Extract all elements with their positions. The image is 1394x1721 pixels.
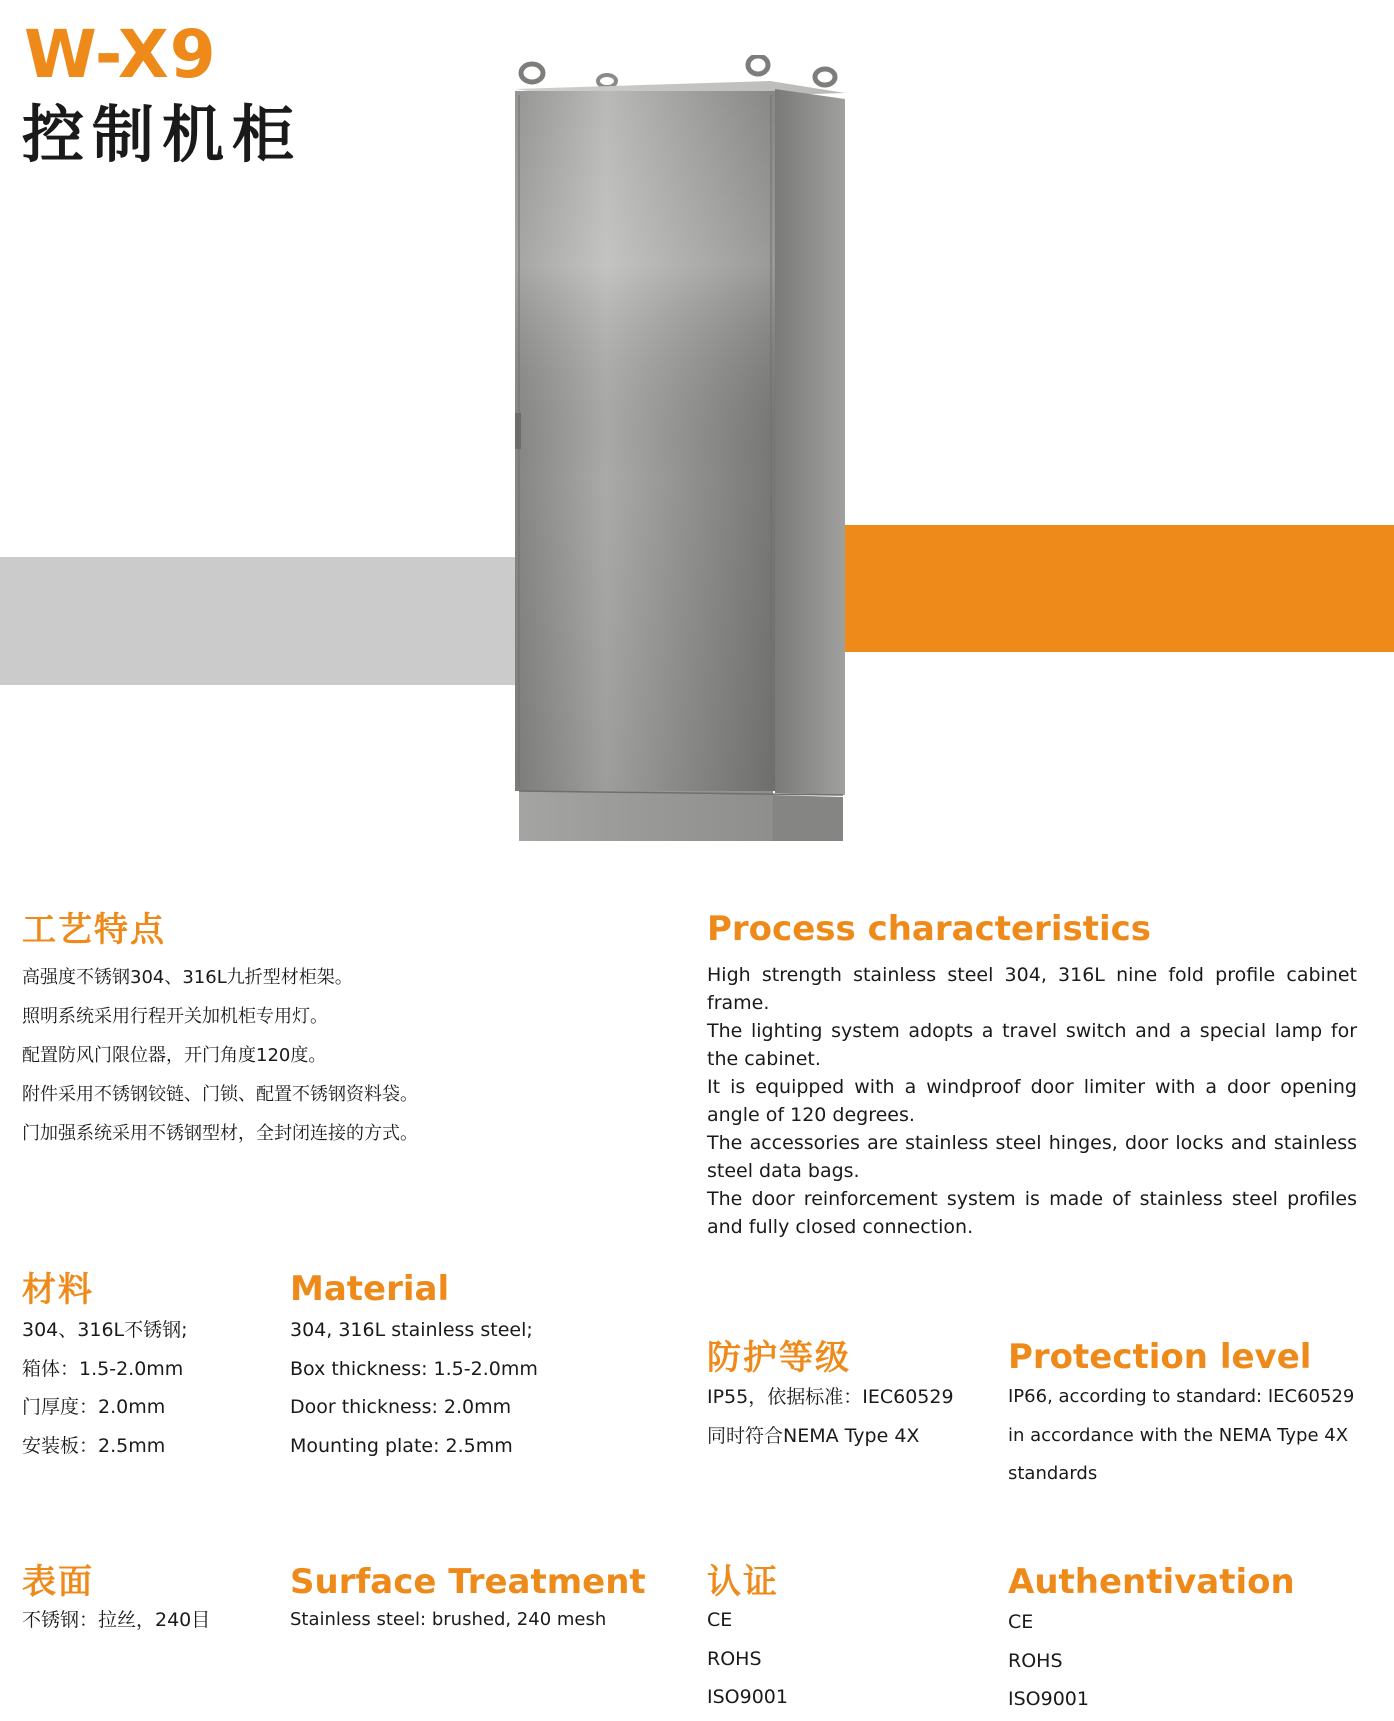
product-name: 控制机柜 bbox=[22, 98, 303, 171]
material-heading-cn: 材料 bbox=[22, 1270, 94, 1310]
list-item: 304, 316L stainless steel; bbox=[290, 1319, 533, 1341]
list-item: CE bbox=[707, 1609, 733, 1631]
protection-heading-en: Protection level bbox=[1008, 1337, 1312, 1377]
list-item: Door thickness: 2.0mm bbox=[290, 1396, 512, 1418]
certification-heading-cn: 认证 bbox=[707, 1562, 779, 1602]
surface-heading-cn: 表面 bbox=[22, 1562, 94, 1602]
certification-heading-en: Authentivation bbox=[1008, 1562, 1295, 1602]
list-item: The lighting system adopts a travel switch and a special lamp for the cabinet. bbox=[707, 1020, 1357, 1070]
list-item: IP55，依据标准：IEC60529 bbox=[707, 1386, 954, 1408]
material-heading-en: Material bbox=[290, 1269, 450, 1309]
process-list-cn bbox=[22, 958, 418, 1153]
list-item: 高强度不锈钢304、316L九折型材柜架。 bbox=[22, 967, 353, 988]
protection-list-cn bbox=[707, 1378, 954, 1455]
list-item: Mounting plate: 2.5mm bbox=[290, 1434, 513, 1457]
list-item: The accessories are stainless steel hinges, door locks and stainless steel data bags. bbox=[707, 1132, 1357, 1182]
process-list-en bbox=[707, 961, 1357, 1241]
cabinet-photo bbox=[505, 55, 865, 845]
list-item: IP66, according to standard: IEC60529 bbox=[1008, 1386, 1355, 1407]
list-item: 箱体：1.5-2.0mm bbox=[22, 1357, 184, 1380]
list-item: 不锈钢：拉丝，240目 bbox=[22, 1609, 211, 1631]
process-heading-cn: 工艺特点 bbox=[22, 910, 166, 950]
list-item: CE bbox=[1008, 1611, 1034, 1633]
certification-list-cn bbox=[707, 1601, 788, 1717]
list-item: 照明系统采用行程开关加机柜专用灯。 bbox=[22, 1006, 328, 1027]
product-code: W-X9 bbox=[24, 16, 217, 93]
list-item: 附件采用不锈钢铰链、门锁、配置不锈钢资料袋。 bbox=[22, 1084, 418, 1105]
process-heading-en: Process characteristics bbox=[707, 909, 1152, 949]
list-item: in accordance with the NEMA Type 4X bbox=[1008, 1424, 1349, 1446]
list-item: The door reinforcement system is made of stainless steel profiles and fully closed connection. bbox=[707, 1188, 1357, 1238]
list-item: 门厚度：2.0mm bbox=[22, 1396, 166, 1418]
surface-heading-en: Surface Treatment bbox=[290, 1562, 646, 1602]
list-item: ROHS bbox=[1008, 1649, 1063, 1672]
list-item: 304、316L不锈钢; bbox=[22, 1319, 188, 1341]
list-item: ISO9001 bbox=[1008, 1688, 1089, 1710]
list-item: standards bbox=[1008, 1463, 1098, 1484]
list-item: 安装板：2.5mm bbox=[22, 1434, 166, 1457]
material-list-cn bbox=[22, 1311, 188, 1465]
list-item: 配置防风门限位器，开门角度120度。 bbox=[22, 1045, 327, 1066]
surface-list-cn bbox=[22, 1601, 210, 1640]
list-item: Stainless steel: brushed, 240 mesh bbox=[290, 1609, 607, 1630]
protection-list-en bbox=[1008, 1378, 1354, 1494]
gray-band bbox=[0, 557, 520, 685]
orange-band bbox=[830, 525, 1394, 652]
list-item: ROHS bbox=[707, 1647, 762, 1670]
list-item: It is equipped with a windproof door limiter with a door opening angle of 120 degrees. bbox=[707, 1076, 1357, 1126]
list-item: High strength stainless steel 304, 316L nine fold profile cabinet frame. bbox=[707, 964, 1357, 1014]
list-item: 门加强系统采用不锈钢型材，全封闭连接的方式。 bbox=[22, 1123, 418, 1144]
list-item: 同时符合NEMA Type 4X bbox=[707, 1424, 920, 1447]
list-item: Box thickness: 1.5-2.0mm bbox=[290, 1357, 538, 1380]
protection-heading-cn: 防护等级 bbox=[707, 1338, 851, 1378]
certification-list-en bbox=[1008, 1603, 1089, 1719]
list-item: ISO9001 bbox=[707, 1686, 788, 1708]
surface-list-en bbox=[290, 1601, 606, 1640]
material-list-en bbox=[290, 1311, 538, 1465]
